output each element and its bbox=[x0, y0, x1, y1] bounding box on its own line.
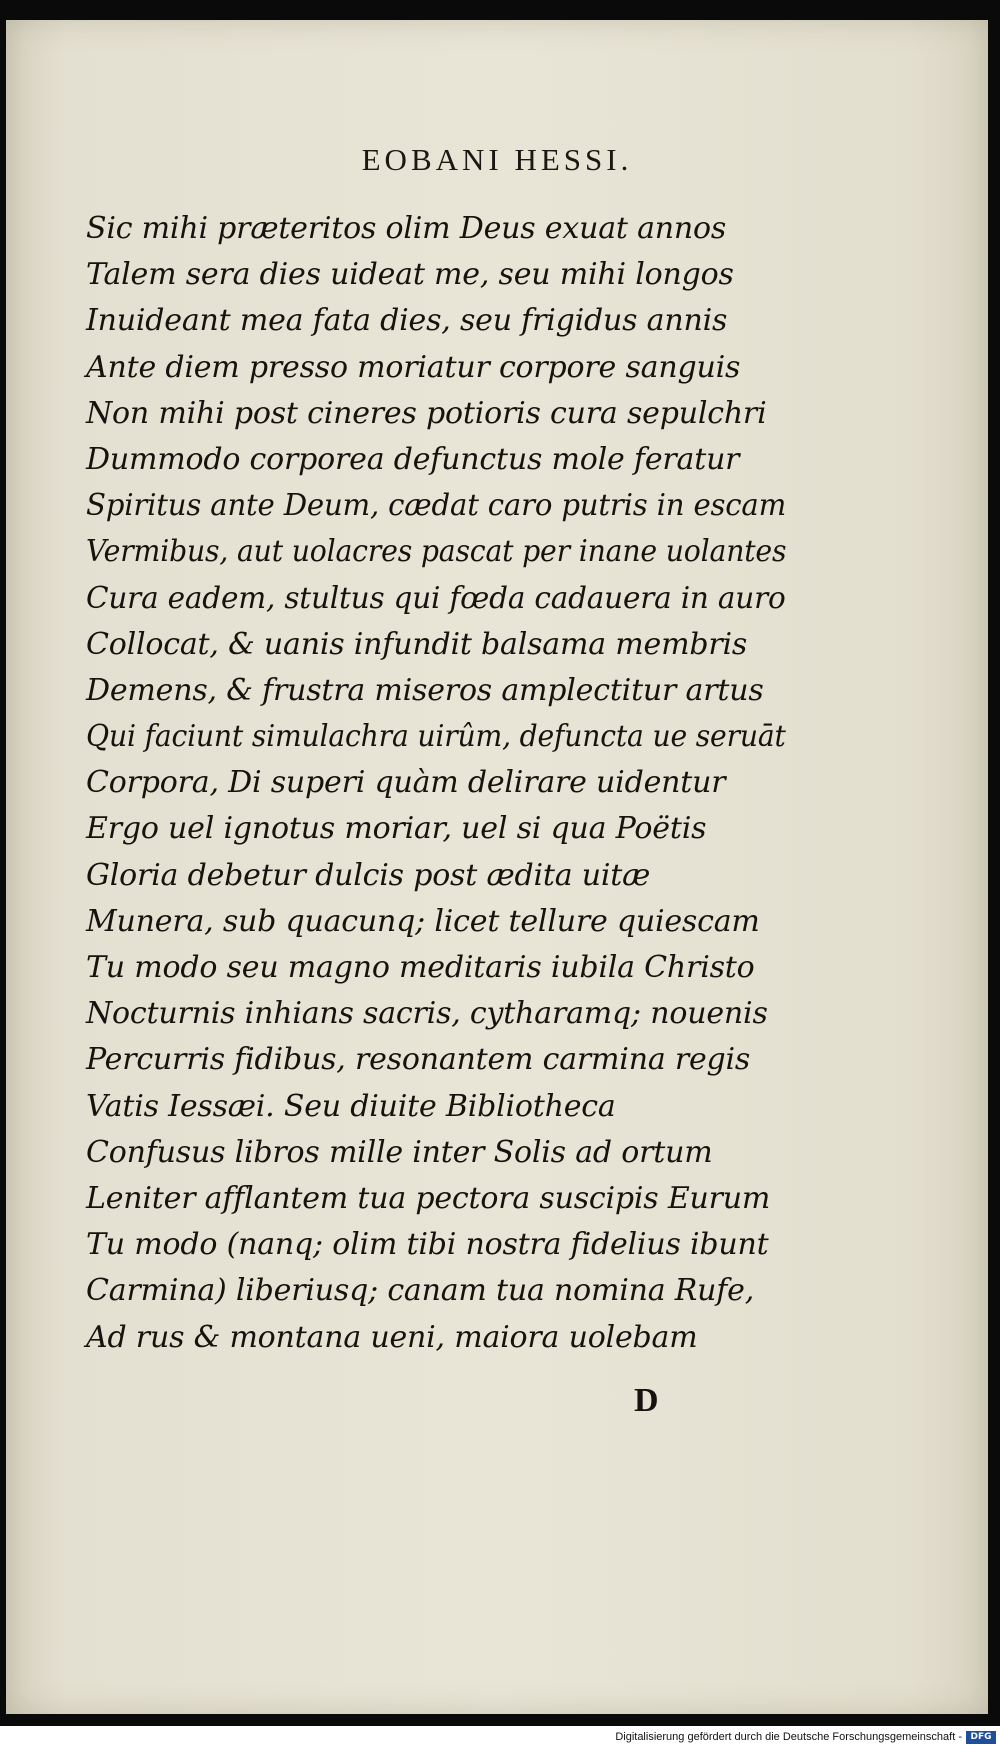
running-head: EOBANI HESSI. bbox=[361, 142, 633, 177]
verse-line: Collocat, & uanis infundit balsama membris bbox=[86, 626, 748, 662]
verse-line: Percurris fidibus, resonantem carmina regis bbox=[86, 1042, 751, 1078]
verse-line: Dummodo corporea defunctus mole feratur bbox=[86, 441, 740, 477]
verse-line: Leniter afflantem tua pectora suscipis Eurum bbox=[86, 1180, 771, 1216]
verse-line: Carmina) liberiusq; canam tua nomina Rufe, bbox=[86, 1273, 755, 1309]
verse-line: Nocturnis inhians sacris, cytharamq; nouenis bbox=[86, 996, 768, 1032]
verse-line: Non mihi post cineres potioris cura sepulchri bbox=[86, 395, 767, 431]
verse-line: Tu modo (nanq; olim tibi nostra fidelius ibunt bbox=[86, 1227, 769, 1263]
verse-line: Cura eadem, stultus qui fœda cadauera in auro bbox=[86, 580, 786, 616]
verse-line: Ad rus & montana ueni, maiora uolebam bbox=[86, 1319, 698, 1355]
verse-line: Vatis Iessæi. Seu diuite Bibliotheca bbox=[86, 1088, 616, 1124]
verse-line: Qui faciunt simulachra uirûm, defuncta ue seruāt bbox=[86, 719, 786, 755]
verse-line: Sic mihi præteritos olim Deus exuat annos bbox=[86, 211, 727, 246]
dfg-logo-icon: DFG bbox=[966, 1731, 996, 1744]
verse-line: Spiritus ante Deum, cædat caro putris in escam bbox=[86, 488, 787, 524]
verse-line: Gloria debetur dulcis post ædita uitæ bbox=[86, 857, 651, 893]
verse-line: Ergo uel ignotus moriar, uel si qua Poëtis bbox=[86, 811, 707, 847]
verse-line: Talem sera dies uideat me, seu mihi longos bbox=[86, 257, 734, 293]
verse-line: Munera, sub quacunq; licet tellure quiescam bbox=[86, 903, 760, 939]
verse-block bbox=[86, 206, 786, 1361]
signature-mark: D bbox=[634, 1382, 659, 1419]
verse-line: Corpora, Di superi quàm delirare uidentur bbox=[86, 765, 726, 801]
book-page bbox=[6, 20, 988, 1714]
verse-line: Confusus libros mille inter Solis ad ortum bbox=[86, 1134, 713, 1170]
verse-line: Demens, & frustra miseros amplectitur artus bbox=[86, 672, 764, 708]
verse-line: Inuideant mea fata dies, seu frigidus annis bbox=[86, 303, 728, 339]
verse-line: Tu modo seu magno meditaris iubila Christo bbox=[86, 950, 755, 985]
footer-credit: Digitalisierung gefördert durch die Deutsche Forschungsgemeinschaft - bbox=[615, 1731, 962, 1743]
verse-line: Ante diem presso moriatur corpore sanguis bbox=[86, 349, 741, 385]
verse-line: Vermibus, aut uolacres pascat per inane uolantes bbox=[86, 534, 787, 570]
